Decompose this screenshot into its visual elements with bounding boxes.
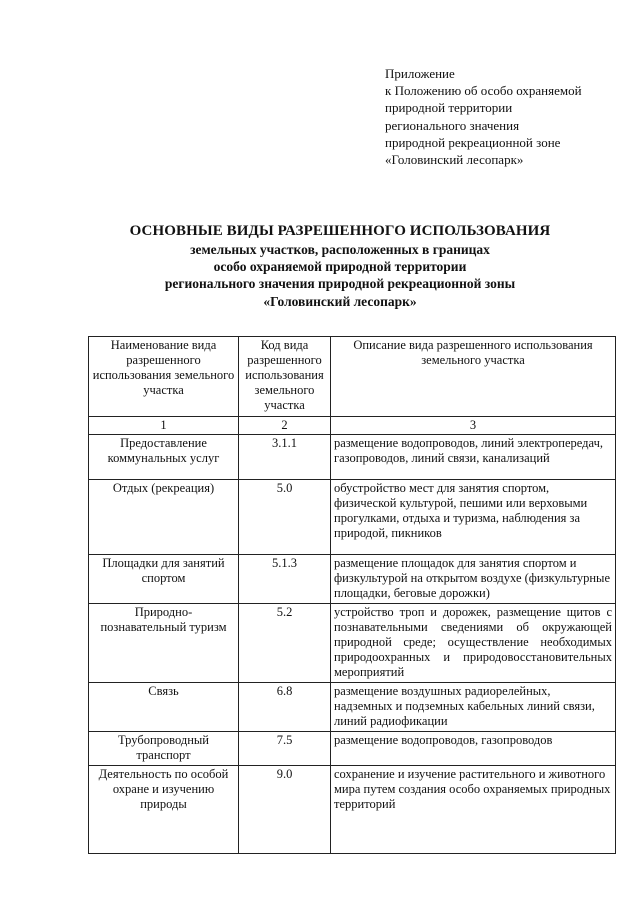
row-name: Площадки для занятий спортом (89, 555, 239, 604)
column-number-row (89, 417, 616, 435)
table-row (89, 435, 616, 480)
row-name: Природно-познавательный туризм (89, 604, 239, 683)
document-title (60, 221, 620, 310)
title-sub-line: регионального значения природной рекреационной зоны (164, 276, 516, 292)
column-number: 2 (239, 417, 331, 435)
row-name: Связь (89, 683, 239, 732)
table-header-row (89, 337, 616, 417)
appendix-line: природной территории (385, 100, 513, 116)
appendix-line: Приложение (385, 66, 455, 81)
row-description: размещение водопроводов, газопроводов (331, 732, 616, 766)
header-description: Описание вида разрешенного использования земельного участка (331, 337, 616, 417)
table-row (89, 604, 616, 683)
table-row (89, 766, 616, 854)
row-description: обустройство мест для занятия спортом, физической культурой, пешими или верховыми прогулками, отдыха и туризма, наблюдения за природой, пикников (331, 480, 616, 555)
header-code: Код вида разрешенного использования земельного участка (239, 337, 331, 417)
row-description: размещение площадок для занятия спортом и физкультурой на открытом воздухе (физкультурные площадки, беговые дорожки) (331, 555, 616, 604)
row-name: Трубопроводный транспорт (89, 732, 239, 766)
table-row (89, 555, 616, 604)
row-description: размещение воздушных радиорелейных, надземных и подземных кабельных линий связи, линий радиофикации (331, 683, 616, 732)
row-code: 7.5 (239, 732, 331, 766)
table-row (89, 683, 616, 732)
header-name: Наименование вида разрешенного использования земельного участка (89, 337, 239, 417)
land-use-table (88, 336, 616, 854)
title-sub-line: земельных участков, расположенных в границах (190, 242, 490, 257)
appendix-line: регионального значения (385, 117, 520, 133)
row-code: 3.1.1 (239, 435, 331, 480)
row-name: Предоставление коммунальных услуг (89, 435, 239, 480)
row-description: сохранение и изучение растительного и животного мира путем создания особо охраняемых природных территорий (331, 766, 616, 854)
appendix-line: «Головинский лесопарк» (385, 152, 524, 168)
row-code: 9.0 (239, 766, 331, 854)
row-description: устройство троп и дорожек, размещение щитов с познавательными сведениями об окружающей природной среде; осуществление необходимых природоохранных и природовосстановительных мероприятий (331, 604, 616, 683)
row-description: размещение водопроводов, линий электропередач, газопроводов, линий связи, канализаций (331, 435, 616, 480)
row-code: 5.1.3 (239, 555, 331, 604)
row-code: 5.2 (239, 604, 331, 683)
appendix-line: к Положению об особо охраняемой (385, 83, 582, 99)
title-sub-line: особо охраняемой природной территории (213, 259, 467, 275)
row-code: 6.8 (239, 683, 331, 732)
appendix-note (385, 65, 635, 168)
table-row (89, 732, 616, 766)
title-sub-line: «Головинский лесопарк» (263, 293, 417, 309)
column-number: 3 (331, 417, 616, 435)
title-main: ОСНОВНЫЕ ВИДЫ РАЗРЕШЕННОГО ИСПОЛЬЗОВАНИЯ (129, 223, 551, 239)
table-row (89, 480, 616, 555)
row-name: Деятельность по особой охране и изучению природы (89, 766, 239, 854)
row-code: 5.0 (239, 480, 331, 555)
appendix-line: природной рекреационной зоне (385, 134, 561, 150)
row-name: Отдых (рекреация) (89, 480, 239, 555)
column-number: 1 (89, 417, 239, 435)
